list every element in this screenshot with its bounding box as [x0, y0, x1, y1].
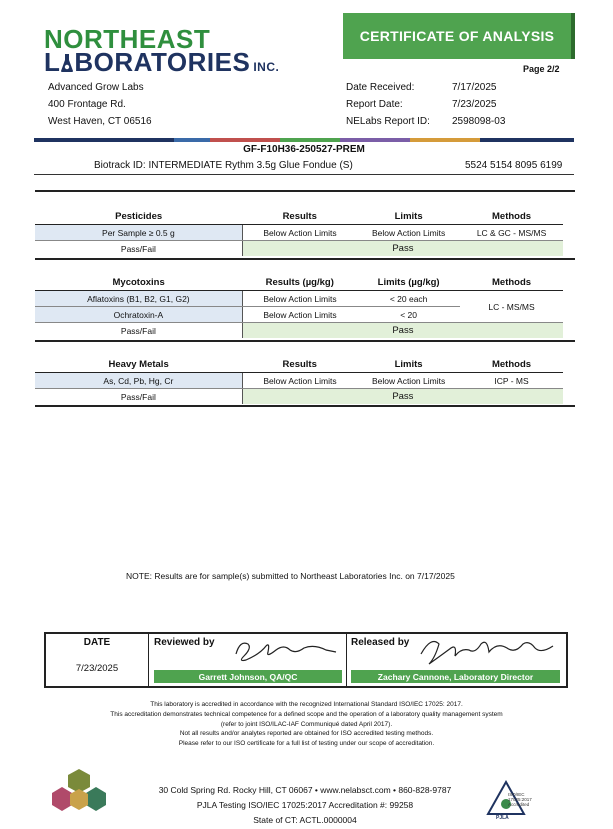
accreditation-line: Not all results and/or analytes reported are obtained for ISO accredited testing methods.: [179, 730, 434, 738]
logo-northeast: NORTHEAST: [44, 24, 211, 54]
report-date-value: 7/23/2025: [452, 99, 497, 110]
certificate-banner: CERTIFICATE OF ANALYSIS: [343, 13, 571, 59]
certification-badges-icon: [50, 767, 108, 815]
pjla-text: PJLA: [496, 815, 509, 821]
releaser-signature: [417, 634, 557, 668]
sample-id: GF-F10H36-250527-PREM: [243, 144, 365, 155]
pass-fail-label: Pass/Fail: [35, 389, 242, 405]
pass-fail-value: Pass: [242, 323, 563, 339]
reviewed-by-column: [150, 634, 347, 686]
table-header-row: [35, 208, 563, 225]
pass-fail-value: Pass: [242, 241, 563, 257]
pjla-logo: [486, 780, 548, 822]
limit-cell: Below Action Limits: [357, 225, 460, 241]
footer: [110, 783, 500, 828]
limit-cell: Below Action Limits: [357, 373, 460, 389]
analyte-cell: Ochratoxin-A: [35, 307, 242, 323]
col-header-results: Results (µg/kg): [242, 274, 357, 291]
col-header-limits: Limits: [357, 208, 460, 225]
report-id-value: 2598098-03: [452, 116, 506, 127]
biotrack-line: [94, 160, 353, 171]
col-header-analyte: Pesticides: [35, 208, 242, 225]
accreditation-line: This accreditation demonstrates technical competence for a defined scope and the operation of a laboratory quality management system: [110, 710, 503, 718]
pjla-badge-text: ISO/IEC 17025:2017 Accredited: [508, 792, 532, 807]
col-header-results: Results: [242, 356, 357, 373]
table-header-row: [35, 356, 563, 373]
mycotoxins-table: [35, 274, 563, 338]
col-header-results: Results: [242, 208, 357, 225]
date-column: [46, 634, 149, 686]
date-received-value: 7/17/2025: [452, 82, 497, 93]
section-rule: [35, 340, 575, 342]
footer-state: State of CT: ACTL.0000004: [253, 815, 357, 825]
reviewed-by-header: Reviewed by: [154, 637, 215, 648]
banner-edge: [571, 13, 575, 59]
section-rule: [35, 258, 575, 260]
limit-cell: < 20 each: [357, 291, 460, 307]
accreditation-line: (refer to joint ISO/ILAC-IAF Communiqué dated April 2017).: [220, 720, 393, 728]
released-by-column: [347, 634, 564, 686]
accreditation-line: This laboratory is accredited in accordance with the recognized International Standard ISO/IEC 17025: 2017.: [150, 701, 463, 708]
method-cell: ICP - MS: [460, 373, 563, 389]
sample-info: [34, 142, 574, 175]
report-meta-values: [452, 79, 505, 130]
pass-fail-value: Pass: [242, 389, 563, 405]
result-cell: Below Action Limits: [242, 373, 357, 389]
accreditation-statement: [30, 700, 583, 749]
reviewer-name-bar: Garrett Johnson, QA/QC: [154, 670, 342, 683]
result-cell: Below Action Limits: [242, 307, 357, 323]
method-cell: LC & GC - MS/MS: [460, 225, 563, 241]
pass-fail-label: Pass/Fail: [35, 323, 242, 339]
result-cell: Below Action Limits: [242, 291, 357, 307]
method-cell: LC - MS/MS: [460, 291, 563, 323]
pesticides-table: [35, 208, 563, 256]
biotrack-label: Biotrack ID:: [94, 160, 146, 171]
footer-address: 30 Cold Spring Rd. Rocky Hill, CT 06067 • www.nelabsct.com • 860-828-9787: [158, 785, 452, 795]
table-row: [35, 373, 563, 389]
heavy-metals-table: [35, 356, 563, 404]
section-rule: [35, 190, 575, 192]
pass-fail-label: Pass/Fail: [35, 241, 242, 257]
pass-fail-row: [35, 323, 563, 339]
date-received-label: Date Received:: [346, 82, 415, 93]
logo-laboratories: L BORATORIES INC.: [44, 47, 280, 77]
col-header-limits: Limits: [357, 356, 460, 373]
flask-icon: [60, 53, 74, 73]
accreditation-line: Please refer to our ISO certificate for a full list of testing under our scope of accreditation.: [178, 740, 435, 748]
section-rule: [35, 405, 575, 407]
reviewer-signature: [230, 636, 340, 666]
table-row: [35, 291, 563, 307]
analyte-cell: As, Cd, Pb, Hg, Cr: [35, 373, 242, 389]
client-address: [48, 79, 152, 130]
col-header-methods: Methods: [460, 208, 563, 225]
limit-cell: < 20: [357, 307, 460, 323]
client-address-line2: West Haven, CT 06516: [48, 116, 152, 127]
released-by-header: Released by: [351, 637, 410, 648]
table-header-row: [35, 274, 563, 291]
col-header-analyte: Mycotoxins: [35, 274, 242, 291]
biotrack-number: 5524 5154 8095 6199: [465, 160, 563, 171]
signature-box: [44, 632, 568, 688]
col-header-analyte: Heavy Metals: [35, 356, 242, 373]
col-header-limits: Limits (µg/kg): [357, 274, 460, 291]
col-header-methods: Methods: [460, 356, 563, 373]
pass-fail-row: [35, 389, 563, 405]
report-id-label: NELabs Report ID:: [346, 116, 430, 127]
analyte-cell: Aflatoxins (B1, B2, G1, G2): [35, 291, 242, 307]
col-header-methods: Methods: [460, 274, 563, 291]
product-name: INTERMEDIATE Rythm 3.5g Glue Fondue (S): [148, 160, 353, 171]
analyte-cell: Per Sample ≥ 0.5 g: [35, 225, 242, 241]
report-date-label: Report Date:: [346, 99, 403, 110]
pass-fail-row: [35, 241, 563, 257]
client-name: Advanced Grow Labs: [48, 82, 144, 93]
results-note: NOTE: Results are for sample(s) submitted to Northeast Laboratories Inc. on 7/17/2025: [126, 571, 455, 581]
page-number: Page 2/2: [523, 64, 560, 74]
footer-pjla: PJLA Testing ISO/IEC 17025:2017 Accreditation #: 99258: [196, 800, 414, 810]
result-cell: Below Action Limits: [242, 225, 357, 241]
client-address-line1: 400 Frontage Rd.: [48, 99, 126, 110]
table-row: [35, 225, 563, 241]
releaser-name-bar: Zachary Cannone, Laboratory Director: [351, 670, 560, 683]
date-value: 7/23/2025: [75, 663, 119, 674]
date-header: DATE: [83, 637, 111, 648]
report-meta-labels: [346, 79, 430, 130]
